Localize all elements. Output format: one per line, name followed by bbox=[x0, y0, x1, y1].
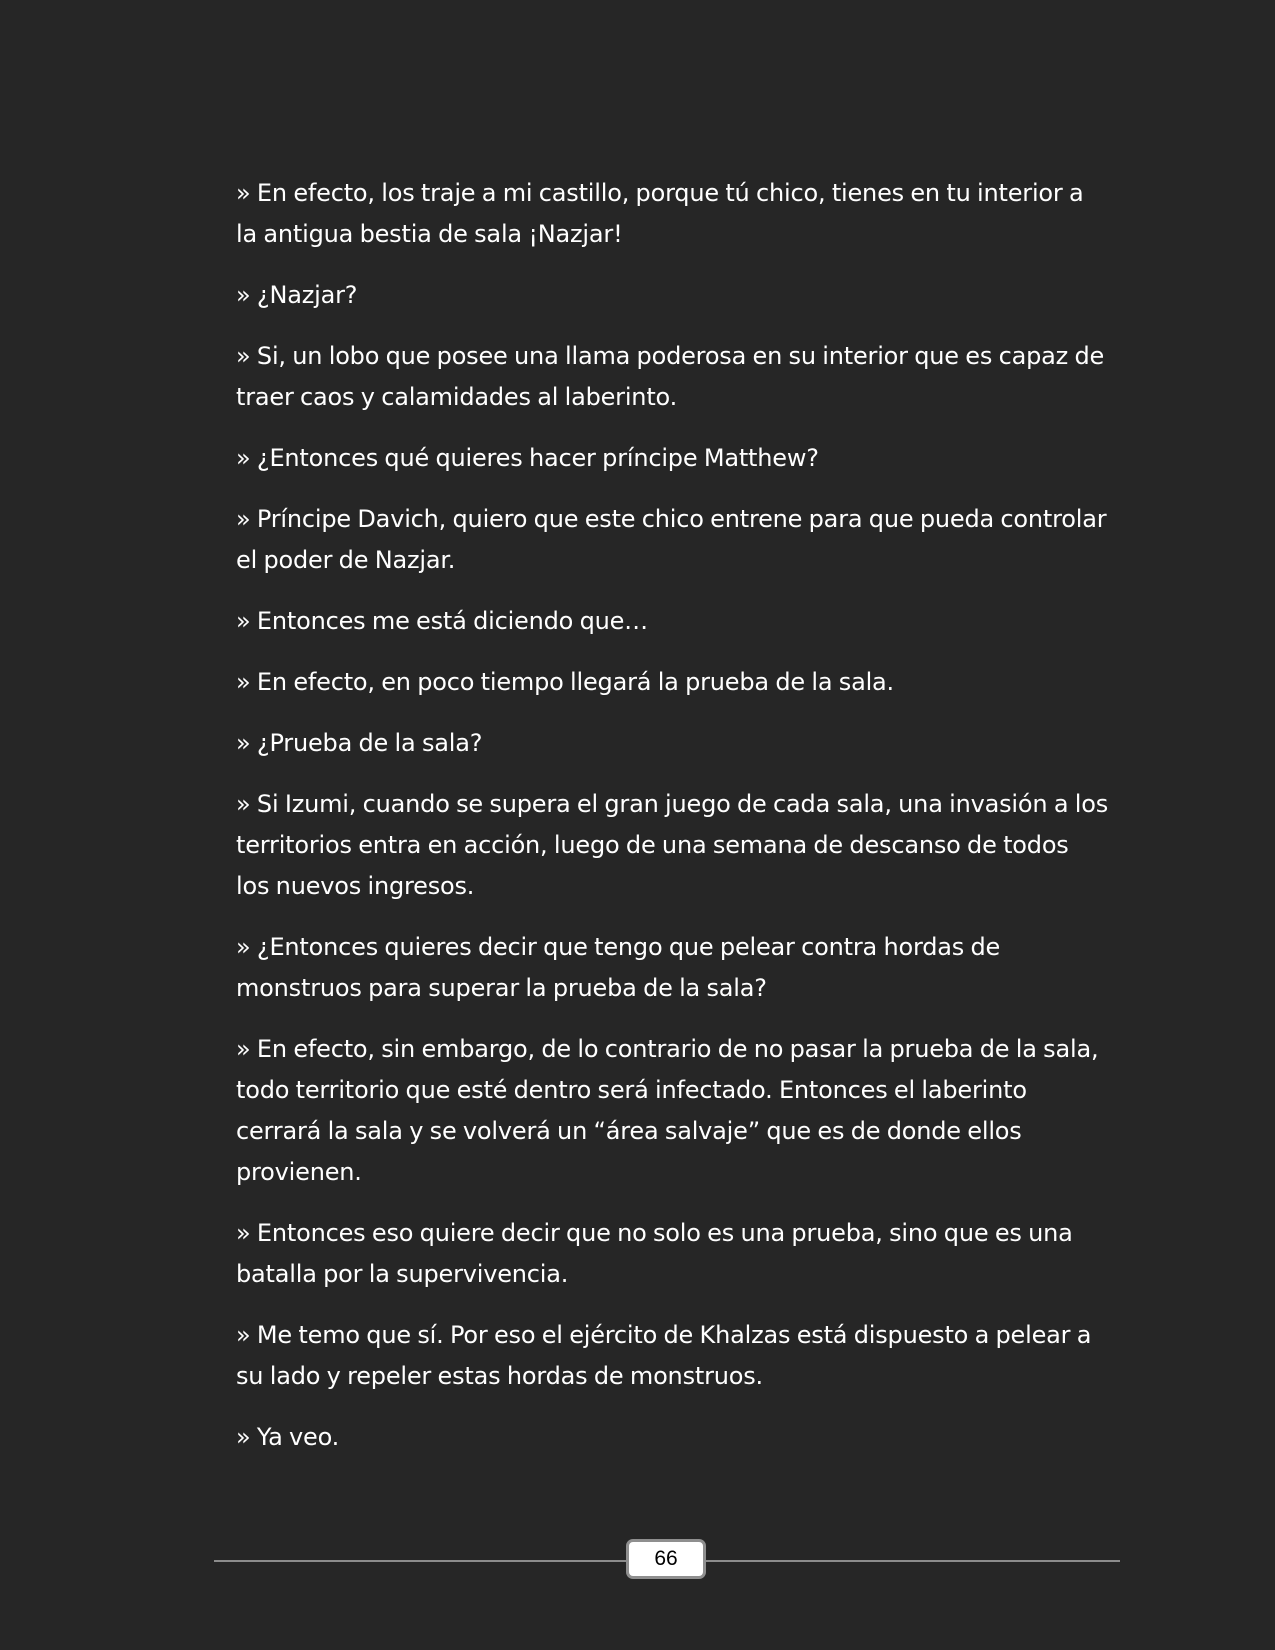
paragraph: » Príncipe Davich, quiero que este chico entrene para que pueda controlar el poder de Nazjar. bbox=[236, 505, 1107, 574]
paragraph: » Entonces eso quiere decir que no solo es una prueba, sino que es una batalla por la supervivencia. bbox=[236, 1219, 1073, 1288]
paragraph: » En efecto, los traje a mi castillo, porque tú chico, tienes en tu interior a la antigua bestia de sala ¡Nazjar! bbox=[236, 179, 1084, 248]
paragraph: » Me temo que sí. Por eso el ejército de Khalzas está dispuesto a pelear a su lado y repeler estas hordas de monstruos. bbox=[236, 1321, 1092, 1390]
paragraph: » Ya veo. bbox=[236, 1423, 340, 1451]
page-number-badge bbox=[626, 1539, 706, 1579]
paragraph: » Si Izumi, cuando se supera el gran juego de cada sala, una invasión a los territorios entra en acción, luego de una semana de descanso de todos los nuevos ingresos. bbox=[236, 790, 1109, 900]
paragraph: » ¿Prueba de la sala? bbox=[236, 729, 483, 757]
paragraph: » Entonces me está diciendo que… bbox=[236, 607, 648, 635]
page-footer bbox=[214, 1538, 1120, 1584]
paragraph: » ¿Nazjar? bbox=[236, 281, 358, 309]
page-number: 66 bbox=[654, 1547, 678, 1570]
body-text bbox=[236, 173, 1108, 1478]
paragraph: » En efecto, en poco tiempo llegará la prueba de la sala. bbox=[236, 668, 894, 696]
paragraph: » ¿Entonces qué quieres hacer príncipe Matthew? bbox=[236, 444, 819, 472]
paragraph: » En efecto, sin embargo, de lo contrario de no pasar la prueba de la sala, todo territorio que esté dentro será infectado. Entonces el laberinto cerrará la sala y se volverá un “área salvaje” que es de donde ellos provienen. bbox=[236, 1035, 1099, 1186]
paragraph: » ¿Entonces quieres decir que tengo que pelear contra hordas de monstruos para superar la prueba de la sala? bbox=[236, 933, 1001, 1002]
paragraph: » Si, un lobo que posee una llama poderosa en su interior que es capaz de traer caos y calamidades al laberinto. bbox=[236, 342, 1105, 411]
